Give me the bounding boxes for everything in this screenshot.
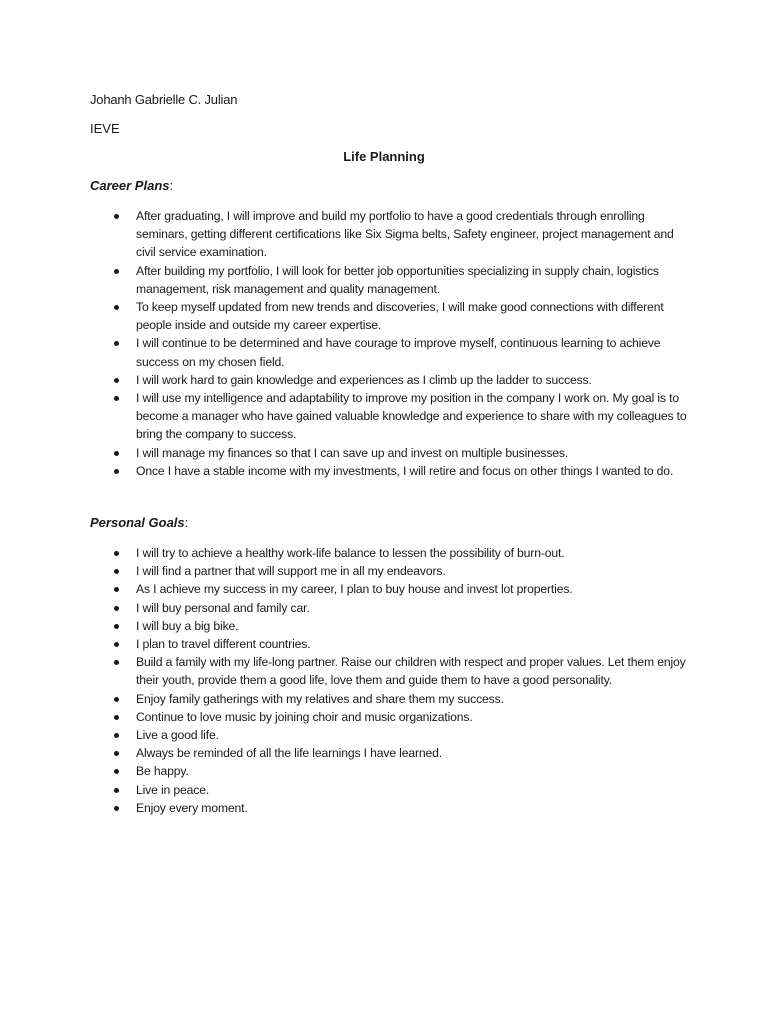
list-item xyxy=(0,389,768,444)
bullet-icon xyxy=(114,451,119,456)
personal-goals-list xyxy=(0,544,768,817)
list-item-text: After building my portfolio, I will look for better job opportunities specializing in supply chain, logistics management, risk management and quality management. xyxy=(136,263,659,296)
list-item-text: Build a family with my life-long partner. Raise our children with respect and proper values. Let them enjoy their youth, provide them a good life, love them and guide them to have a good personality. xyxy=(136,655,686,688)
list-item-text: I will try to achieve a healthy work-life balance to lessen the possibility of burn-out. xyxy=(136,546,565,560)
bullet-icon xyxy=(114,341,119,346)
list-item xyxy=(0,708,768,726)
bullet-icon xyxy=(114,806,119,811)
bullet-icon xyxy=(114,305,119,310)
list-item xyxy=(0,580,768,598)
list-item xyxy=(0,371,768,389)
list-item xyxy=(0,444,768,462)
list-item-text: I plan to travel different countries. xyxy=(136,637,311,652)
list-item xyxy=(0,781,768,799)
list-item xyxy=(0,617,768,635)
list-item xyxy=(0,544,768,562)
author-name: Johanh Gabrielle C. Julian xyxy=(90,92,238,107)
list-item-text: As I achieve my success in my career, I plan to buy house and invest lot properties. xyxy=(136,582,573,597)
bullet-icon xyxy=(114,469,119,474)
list-item xyxy=(0,744,768,762)
bullet-icon xyxy=(114,587,119,592)
list-item-text: I will work hard to gain knowledge and experiences as I climb up the ladder to success. xyxy=(136,372,592,387)
bullet-icon xyxy=(114,642,119,647)
list-item-text: I will continue to be determined and have courage to improve myself, continuous learning to achieve success on my chosen field. xyxy=(136,336,661,369)
bullet-icon xyxy=(114,624,119,629)
bullet-icon xyxy=(114,769,119,774)
list-item-text: Continue to love music by joining choir and music organizations. xyxy=(136,709,473,724)
bullet-icon xyxy=(114,396,119,401)
personal-goals-heading-colon: : xyxy=(184,515,189,530)
list-item-text: I will use my intelligence and adaptability to improve my position in the company I work on. My goal is to become a manager who have gained valuable knowledge and experience to share with my colleagues to bring the company to success. xyxy=(136,391,687,442)
list-item xyxy=(0,690,768,708)
course-code: IEVE xyxy=(90,121,120,136)
list-item xyxy=(0,799,768,817)
personal-goals-heading-text: Personal Goals xyxy=(90,515,185,530)
list-item xyxy=(0,635,768,653)
bullet-icon xyxy=(114,788,119,793)
list-item xyxy=(0,334,768,370)
list-item xyxy=(0,262,768,298)
list-item-text: After graduating, I will improve and build my portfolio to have a good credentials through enrolling seminars, getting different certifications like Six Sigma belts, Safety engineer, project management and civil service examination. xyxy=(136,209,674,260)
list-item-text: Always be reminded of all the life learnings I have learned. xyxy=(136,746,443,761)
list-item xyxy=(0,207,768,262)
bullet-icon xyxy=(114,697,119,702)
list-item-text: Live in peace. xyxy=(136,782,210,797)
bullet-icon xyxy=(114,606,119,611)
bullet-icon xyxy=(114,551,119,556)
list-item xyxy=(0,462,768,480)
list-item-text: I will manage my finances so that I can save up and invest on multiple businesses. xyxy=(136,445,569,460)
list-item xyxy=(0,726,768,744)
list-item-text: Enjoy family gatherings with my relatives and share them my success. xyxy=(136,691,504,706)
bullet-icon xyxy=(114,214,119,219)
list-item-text: I will buy personal and family car. xyxy=(136,600,310,615)
list-item xyxy=(0,298,768,334)
career-plans-heading-text: Career Plans xyxy=(90,178,170,193)
list-item-text: Be happy. xyxy=(136,764,189,779)
bullet-icon xyxy=(114,378,119,383)
career-plans-heading-colon: : xyxy=(169,178,174,193)
list-item xyxy=(0,762,768,780)
list-item-text: I will buy a big bike. xyxy=(136,618,239,633)
bullet-icon xyxy=(114,751,119,756)
bullet-icon xyxy=(114,733,119,738)
list-item xyxy=(0,653,768,689)
career-plans-heading xyxy=(90,178,173,193)
list-item-text: Live a good life. xyxy=(136,728,219,743)
bullet-icon xyxy=(114,269,119,274)
list-item xyxy=(0,599,768,617)
list-item-text: I will find a partner that will support me in all my endeavors. xyxy=(136,564,446,579)
personal-goals-heading xyxy=(90,515,188,530)
document-title: Life Planning xyxy=(343,149,425,164)
bullet-icon xyxy=(114,715,119,720)
list-item-text: To keep myself updated from new trends and discoveries, I will make good connections with different people inside and outside my career expertise. xyxy=(136,300,664,333)
list-item-text: Enjoy every moment. xyxy=(136,800,248,815)
list-item-text: Once I have a stable income with my investments, I will retire and focus on other things I wanted to do. xyxy=(136,463,674,478)
bullet-icon xyxy=(114,569,119,574)
bullet-icon xyxy=(114,660,119,665)
list-item xyxy=(0,562,768,580)
career-plans-list xyxy=(0,207,768,480)
